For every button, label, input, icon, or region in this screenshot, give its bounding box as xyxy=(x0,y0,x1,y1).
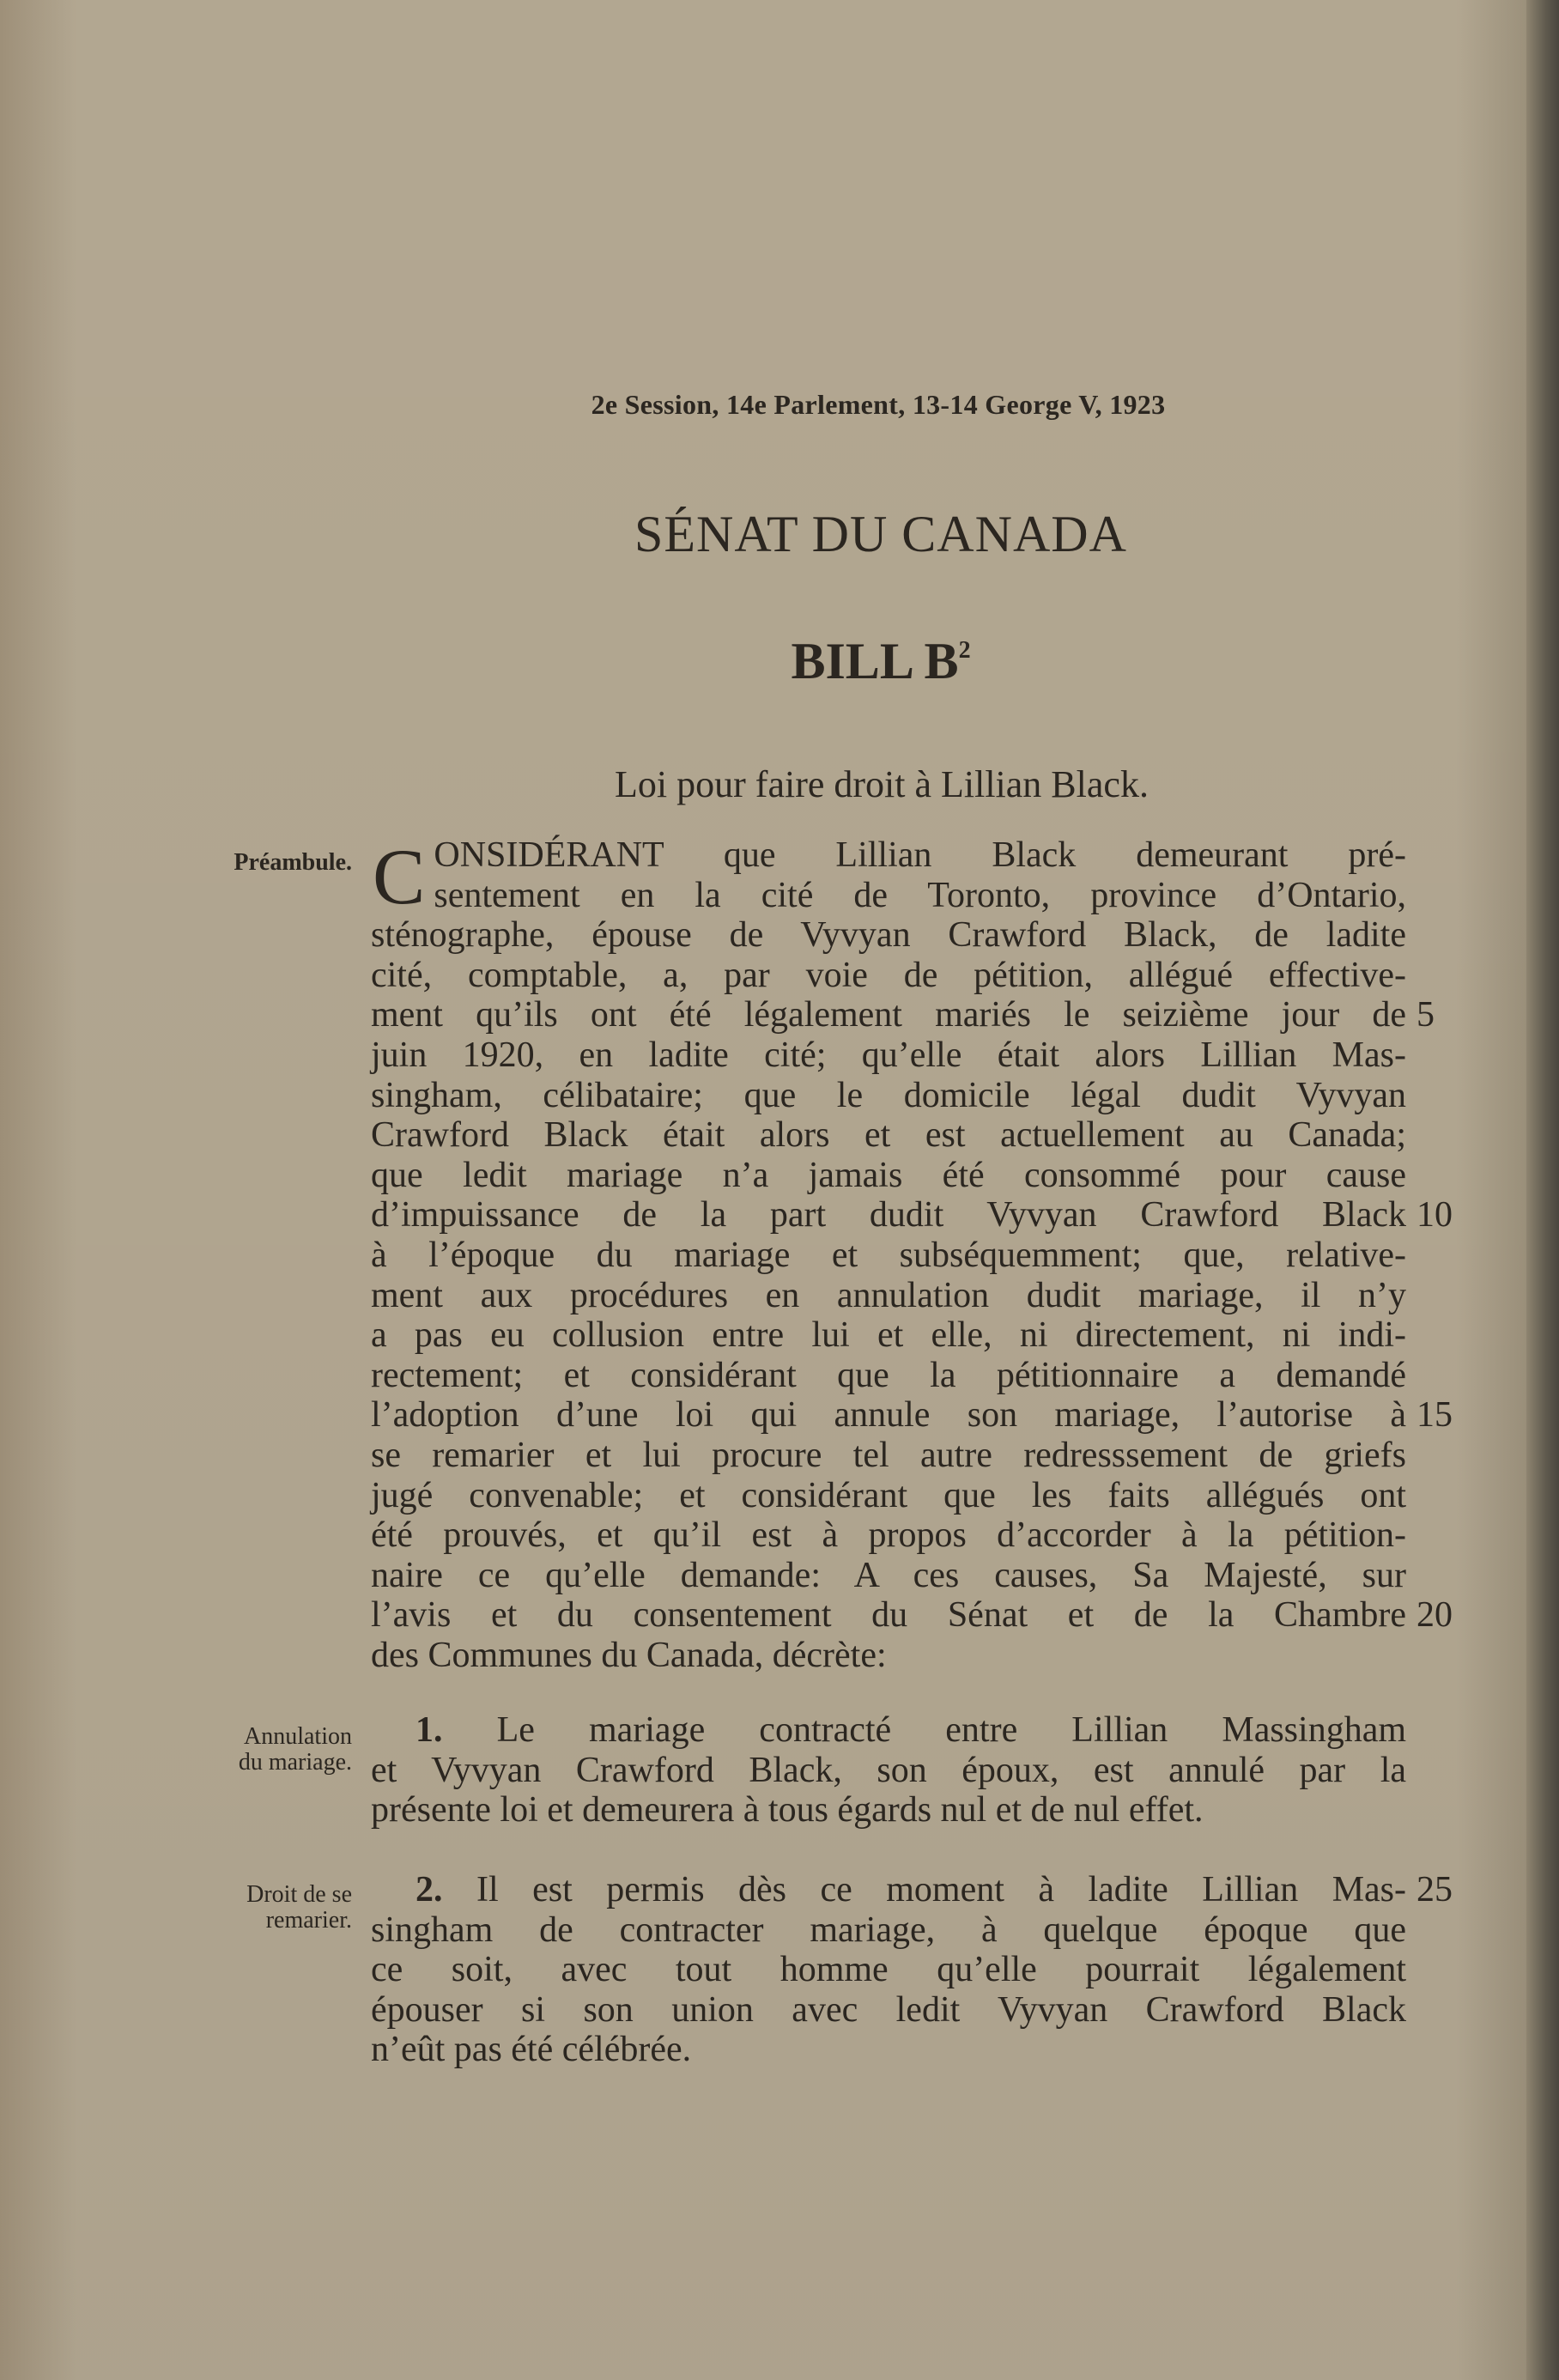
preamble-line: juin 1920, en ladite cité; qu’elle était alors Lillian Mas- xyxy=(371,1035,1406,1075)
line-number: 15 xyxy=(1416,1395,1453,1435)
article1-line: et Vyvyan Crawford Black, son époux, est annulé par la xyxy=(371,1750,1406,1790)
bill-subtitle: Loi pour faire droit à Lillian Black. xyxy=(615,763,1149,805)
preamble-line: Crawford Black était alors et est actuellement au Canada; xyxy=(371,1115,1406,1156)
preamble-line: l’adoption d’une loi qui annule son mariage, l’autorise à xyxy=(371,1395,1406,1436)
article1-text xyxy=(371,1710,1406,1831)
article2-line: singham de contracter mariage, à quelque époque que xyxy=(371,1909,1406,1950)
preamble-line: à l’époque du mariage et subséquemment; que, relative- xyxy=(371,1235,1406,1275)
article1-line: présente loi et demeurera à tous égards nul et de nul effet. xyxy=(371,1790,1204,1831)
preamble-line: singham, célibataire; que le domicile légal dudit Vyvyan xyxy=(371,1075,1406,1115)
preamble-line: ONSIDÉRANT que Lillian Black demeurant pré- xyxy=(434,835,1406,875)
margin-note-article2 xyxy=(180,1882,352,1934)
session-line: 2e Session, 14e Parlement, 13-14 George V, 1923 xyxy=(591,389,1166,420)
article2-line: n’eût pas été célébrée. xyxy=(371,2030,692,2070)
preamble-line: sentement en la cité de Toronto, province d’Ontario, xyxy=(434,875,1406,915)
binding-edge xyxy=(1526,0,1559,2380)
preamble-line: que ledit mariage n’a jamais été consommé pour cause xyxy=(371,1155,1406,1195)
chamber-title: SÉNAT DU CANADA xyxy=(634,506,1127,562)
article2-line-text: Il est permis dès ce moment à ladite Lillian Mas- xyxy=(476,1870,1407,1909)
preamble-line: se remarier et lui procure tel autre redresssement de griefs xyxy=(371,1435,1406,1475)
preamble-line: cité, comptable, a, par voie de pétition, allégué effective- xyxy=(371,955,1406,995)
article1-number: 1. xyxy=(416,1710,443,1750)
preamble-line: ment aux procédures en annulation dudit mariage, il n’y xyxy=(371,1275,1406,1315)
preamble-line: d’impuissance de la part dudit Vyvyan Crawford Black xyxy=(371,1195,1406,1236)
article2-line xyxy=(371,1870,1406,1910)
preamble-line: ment qu’ils ont été légalement mariés le seizième jour de xyxy=(371,995,1406,1035)
preamble-text xyxy=(371,835,1406,1675)
line-number: 5 xyxy=(1416,995,1435,1035)
bill-label: BILL B xyxy=(791,633,959,689)
article2-text xyxy=(371,1870,1406,2070)
margin-note-article2-line1: Droit de se xyxy=(246,1881,352,1908)
article2-line: ce soit, avec tout homme qu’elle pourrait légalement xyxy=(371,1950,1406,1990)
preamble-line: des Communes du Canada, décrète: xyxy=(371,1635,887,1675)
article2-number: 2. xyxy=(416,1870,443,1909)
line-number: 10 xyxy=(1416,1195,1453,1235)
line-number: 25 xyxy=(1416,1870,1453,1909)
preamble-line: naire ce qu’elle demande: A ces causes, Sa Majesté, sur xyxy=(371,1555,1406,1595)
preamble-line: jugé convenable; et considérant que les faits allégués ont xyxy=(371,1475,1406,1515)
margin-note-article1 xyxy=(180,1724,352,1776)
article2-line: épouser si son union avec ledit Vyvyan Crawford Black xyxy=(371,1989,1406,2030)
drop-cap: C xyxy=(373,833,426,920)
article1-line xyxy=(371,1710,1406,1751)
preamble-line: rectement; et considérant que la pétitionnaire a demandé xyxy=(371,1355,1406,1395)
margin-note-article1-line2: du mariage. xyxy=(238,1749,352,1776)
article1-line-text: Le mariage contracté entre Lillian Massingham xyxy=(496,1710,1407,1750)
preamble-line: sténographe, épouse de Vyvyan Crawford Black, de ladite xyxy=(371,915,1406,956)
bill-title xyxy=(0,632,1559,691)
margin-note-article1-line1: Annulation xyxy=(244,1723,352,1750)
line-number: 20 xyxy=(1416,1595,1453,1635)
preamble-line: a pas eu collusion entre lui et elle, ni directement, ni indi- xyxy=(371,1315,1406,1356)
preamble-line: l’avis et du consentement du Sénat et de la Chambre xyxy=(371,1595,1406,1636)
margin-note-preamble: Préambule. xyxy=(234,849,352,876)
margin-note-article2-line2: remarier. xyxy=(265,1907,352,1934)
bill-superscript: 2 xyxy=(958,637,971,664)
preamble-line: été prouvés, et qu’il est à propos d’accorder à la pétition- xyxy=(371,1515,1406,1556)
